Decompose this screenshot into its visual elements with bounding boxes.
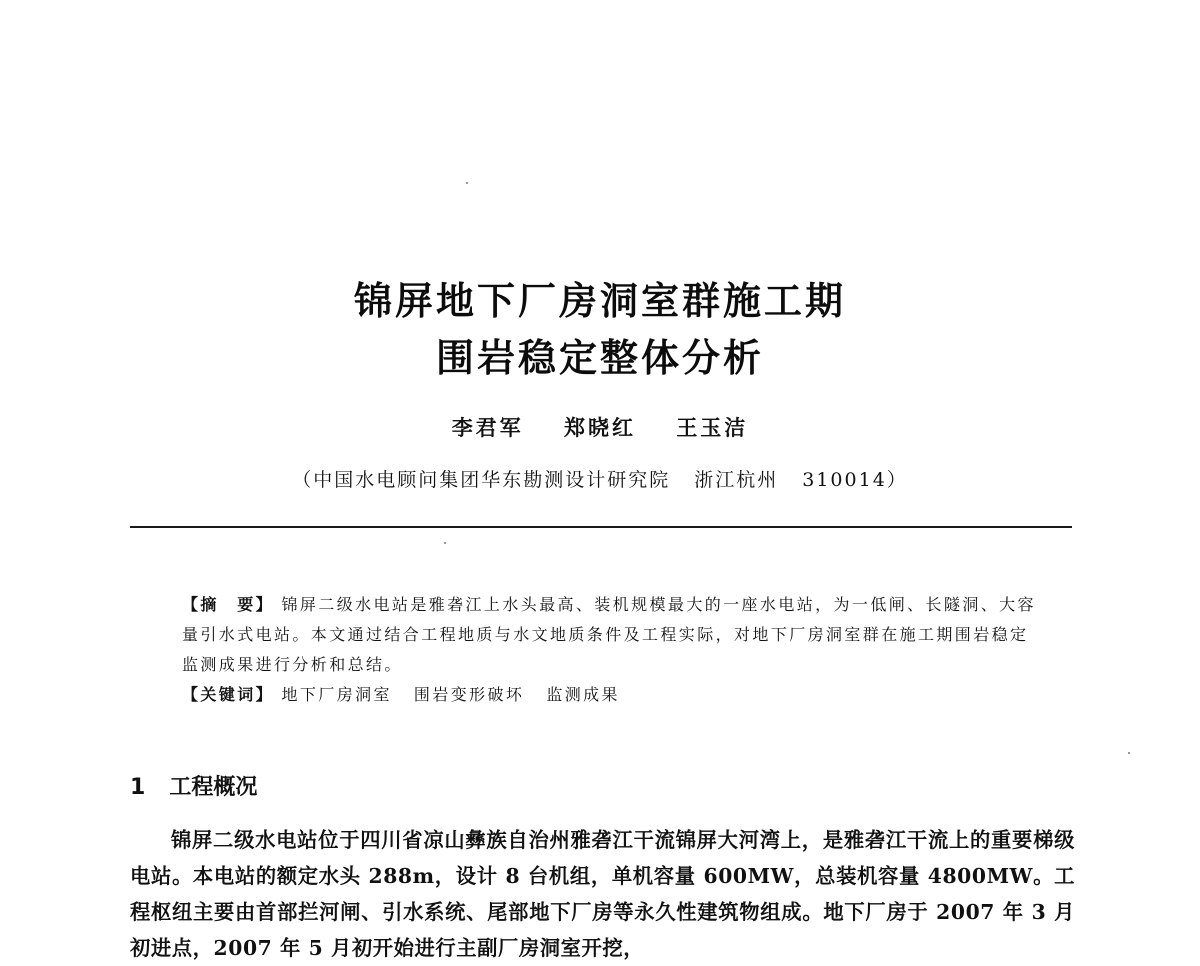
scan-speck [466, 182, 468, 184]
section-title: 工程概况 [169, 775, 258, 800]
keyword: 地下厂房洞室 [281, 685, 392, 704]
abstract-paragraph [182, 590, 1042, 680]
keywords-label: 【关键词】 [182, 685, 275, 704]
keyword: 围岩变形破坏 [413, 685, 525, 704]
affiliation-postcode: 310014 [802, 469, 887, 491]
affiliation-open: （ [292, 469, 314, 491]
keyword: 监测成果 [546, 685, 620, 704]
header-divider [130, 526, 1072, 528]
affiliation-close: ） [886, 469, 908, 491]
abstract-text: 锦屏二级水电站是雅砻江上水头最高、装机规模最大的一座水电站，为一低闸、长隧洞、大容量引水式电站。本文通过结合工程地质与水文地质条件及工程实际，对地下厂房洞室群在施工期围岩稳定监测成果进行分析和总结。 [182, 595, 1036, 674]
author-list [0, 412, 1200, 442]
keywords-line [182, 680, 1042, 710]
abstract-label: 【摘 要】 [182, 595, 275, 614]
section-number: 1 [130, 775, 146, 800]
scan-speck [1128, 752, 1130, 754]
affiliation-org: 中国水电顾问集团华东勘测设计研究院 [313, 469, 671, 491]
author-name: 王玉洁 [676, 415, 749, 440]
author-name: 李君军 [451, 415, 524, 440]
abstract-block [182, 590, 1042, 710]
paper-title-line-2: 围岩稳定整体分析 [435, 336, 764, 380]
section-heading [130, 770, 257, 801]
body-paragraph: 锦屏二级水电站位于四川省凉山彝族自治州雅砻江干流锦屏大河湾上，是雅砻江干流上的重要梯级电站。本电站的额定水头 288m，设计 8 台机组，单机容量 600MW，总装机容量 4800MW。工程枢纽主要由首部拦河闸、引水系统、尾部地下厂房等永久性建筑物组成。地下厂房于 2007 年 3 月初进点，2007 年 5 月初开始进行主副厂房洞室开挖， [130, 828, 1075, 960]
affiliation-city: 浙江杭州 [694, 469, 779, 491]
scan-speck [444, 542, 446, 544]
author-name: 郑晓红 [564, 415, 636, 440]
paper-title-line-1: 锦屏地下厂房洞室群施工期 [353, 279, 846, 323]
affiliation [0, 465, 1200, 492]
